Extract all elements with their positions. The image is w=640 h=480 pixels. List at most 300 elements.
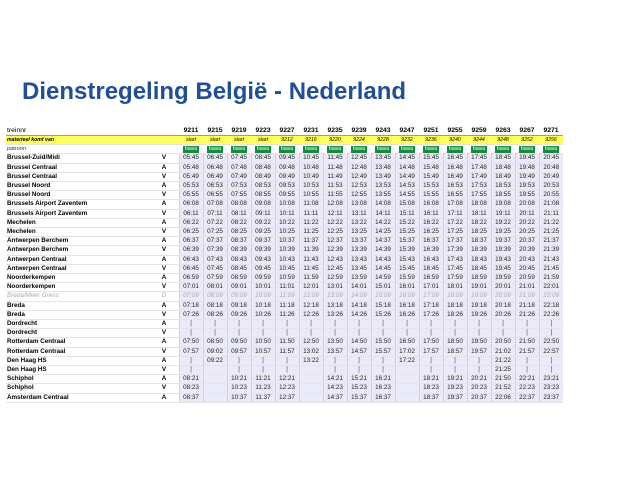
time-cell: 05:49 <box>179 172 203 181</box>
time-cell: 15:57 <box>371 347 395 356</box>
time-cell: 15:53 <box>419 182 443 191</box>
time-cell: 14:49 <box>395 172 419 181</box>
time-cell: 11:50 <box>275 338 299 347</box>
time-cell: 22:18 <box>539 301 563 310</box>
time-cell: 09:57 <box>227 347 251 356</box>
time-cell: 13:11 <box>347 209 371 218</box>
time-cell: 10:01 <box>251 283 275 292</box>
time-cell: 18:48 <box>491 163 515 172</box>
pattern-badge: basis <box>448 146 462 153</box>
time-cell: 08:22 <box>227 218 251 227</box>
header-row-material <box>6 136 563 145</box>
pattern-cell <box>419 145 443 154</box>
time-cell: 12:23 <box>275 384 299 393</box>
time-cell: 08:09 <box>203 292 227 301</box>
time-cell: 19:53 <box>515 182 539 191</box>
time-cell: 16:45 <box>443 154 467 163</box>
time-cell: 09:22 <box>251 218 275 227</box>
time-cell: 19:09 <box>467 292 491 301</box>
time-cell: 20:37 <box>515 237 539 246</box>
time-cell: 18:09 <box>443 292 467 301</box>
time-cell <box>395 384 419 393</box>
pattern-cell <box>467 145 491 154</box>
time-cell: 13:09 <box>323 292 347 301</box>
time-cell: 17:45 <box>443 264 467 273</box>
time-cell: 09:43 <box>251 255 275 264</box>
time-cell: 17:26 <box>419 310 443 319</box>
time-cell <box>395 393 419 402</box>
time-cell: 11:21 <box>251 375 275 384</box>
time-cell: 07:09 <box>179 292 203 301</box>
time-cell: 22:26 <box>539 310 563 319</box>
arrival-departure-flag: D <box>151 292 177 301</box>
timetable <box>6 126 563 403</box>
time-cell: | <box>443 356 467 365</box>
time-cell: 10:11 <box>275 209 299 218</box>
time-cell: | <box>539 320 563 329</box>
time-cell: | <box>251 329 275 338</box>
time-cell: | <box>515 329 539 338</box>
time-cell: 15:26 <box>371 310 395 319</box>
timetable-grid <box>6 126 563 403</box>
time-cell: 21:50 <box>515 338 539 347</box>
time-cell: 12:59 <box>323 274 347 283</box>
station-name: Antwerpen Centraal <box>6 264 151 273</box>
time-cell: 11:59 <box>299 274 323 283</box>
time-cell: 15:18 <box>371 301 395 310</box>
time-cell: 21:45 <box>539 264 563 273</box>
arrival-departure-flag: V <box>151 384 177 393</box>
pattern-cell <box>395 145 419 154</box>
pattern-badge: basis <box>232 146 246 153</box>
material-value: 9248 <box>491 136 515 145</box>
time-cell: 19:50 <box>467 338 491 347</box>
table-row <box>6 200 563 209</box>
time-cell: | <box>443 366 467 375</box>
time-cell: 18:23 <box>419 384 443 393</box>
time-cell: 12:26 <box>299 310 323 319</box>
station-name: Rotterdam Centraal <box>6 338 151 347</box>
table-row <box>6 366 563 375</box>
arrival-departure-flag: A <box>151 237 177 246</box>
station-name: Dordrecht <box>6 320 151 329</box>
time-cell: 14:55 <box>395 191 419 200</box>
material-value: 9240 <box>443 136 467 145</box>
time-cell: 20:18 <box>491 301 515 310</box>
pattern-cell <box>443 145 467 154</box>
station-name: Antwerpen Berchem <box>6 246 151 255</box>
time-cell: 19:59 <box>491 274 515 283</box>
time-cell: 10:09 <box>251 292 275 301</box>
arrival-departure-flag: A <box>151 301 177 310</box>
time-cell: 15:37 <box>347 393 371 402</box>
arrival-departure-flag: A <box>151 356 177 365</box>
time-cell: 19:01 <box>467 283 491 292</box>
time-cell: 23:21 <box>539 375 563 384</box>
pattern-badge: basis <box>520 146 534 153</box>
pattern-cell <box>539 145 563 154</box>
train-number: 9223 <box>251 126 275 136</box>
time-cell: 21:52 <box>491 384 515 393</box>
arrival-departure-flag: A <box>151 218 177 227</box>
time-cell: 13:18 <box>323 301 347 310</box>
time-cell: 22:09 <box>539 292 563 301</box>
time-cell: | <box>395 320 419 329</box>
time-cell: 07:45 <box>203 264 227 273</box>
time-cell: 13:45 <box>371 154 395 163</box>
time-cell: 14:09 <box>347 292 371 301</box>
time-cell: 09:26 <box>227 310 251 319</box>
time-cell: 11:53 <box>323 182 347 191</box>
time-cell: 18:26 <box>443 310 467 319</box>
time-cell: 12:48 <box>347 163 371 172</box>
arrival-departure-flag: V <box>151 310 177 319</box>
table-row <box>6 301 563 310</box>
time-cell: 11:37 <box>299 237 323 246</box>
time-cell: 16:21 <box>371 375 395 384</box>
time-cell: 05:55 <box>179 191 203 200</box>
time-cell: 10:21 <box>227 375 251 384</box>
station-name: Breda/Meer Grens <box>6 292 151 301</box>
time-cell: 10:50 <box>251 338 275 347</box>
station-name: Mechelen <box>6 228 151 237</box>
pattern-badge: basis <box>184 146 198 153</box>
time-cell: 17:57 <box>419 347 443 356</box>
time-cell: 09:45 <box>275 154 299 163</box>
time-cell: | <box>467 356 491 365</box>
train-number: 9215 <box>203 126 227 136</box>
time-cell: 20:45 <box>515 264 539 273</box>
time-cell: 10:49 <box>299 172 323 181</box>
time-cell <box>395 375 419 384</box>
time-cell: 14:11 <box>371 209 395 218</box>
time-cell: 18:49 <box>491 172 515 181</box>
time-cell <box>299 366 323 375</box>
time-cell: | <box>419 320 443 329</box>
time-cell: 17:59 <box>443 274 467 283</box>
time-cell: | <box>227 329 251 338</box>
station-name: Den Haag HS <box>6 366 151 375</box>
time-cell: 14:08 <box>371 200 395 209</box>
time-cell: 20:09 <box>491 292 515 301</box>
time-cell: 09:59 <box>251 274 275 283</box>
time-cell: | <box>179 329 203 338</box>
time-cell: 15:21 <box>347 375 371 384</box>
time-cell: 07:39 <box>203 246 227 255</box>
time-cell: 14:37 <box>323 393 347 402</box>
pattern-cell <box>323 145 347 154</box>
time-cell: 08:39 <box>227 246 251 255</box>
time-cell: 08:43 <box>227 255 251 264</box>
time-cell: | <box>419 356 443 365</box>
time-cell: 20:50 <box>491 338 515 347</box>
time-cell: 18:50 <box>443 338 467 347</box>
time-cell: 20:08 <box>515 200 539 209</box>
station-name: Brussel Centraal <box>6 163 151 172</box>
time-cell: 10:43 <box>275 255 299 264</box>
time-cell: 15:09 <box>371 292 395 301</box>
time-cell: 16:11 <box>419 209 443 218</box>
time-cell: 16:55 <box>443 191 467 200</box>
pattern-badge: basis <box>280 146 294 153</box>
station-name: Mechelen <box>6 218 151 227</box>
time-cell: 14:25 <box>371 228 395 237</box>
arrival-departure-flag: V <box>151 154 177 163</box>
pattern-badge: basis <box>400 146 414 153</box>
time-cell: 13:22 <box>299 356 323 365</box>
time-cell: 09:09 <box>227 292 251 301</box>
time-cell: 07:08 <box>203 200 227 209</box>
time-cell: 07:48 <box>227 163 251 172</box>
time-cell: 18:08 <box>467 200 491 209</box>
time-cell: 18:18 <box>443 301 467 310</box>
time-cell <box>395 366 419 375</box>
time-cell: | <box>179 366 203 375</box>
time-cell: 11:25 <box>299 228 323 237</box>
material-value: 9216 <box>299 136 323 145</box>
time-cell: 14:45 <box>371 264 395 273</box>
station-name: Noorderkempen <box>6 283 151 292</box>
time-cell: 11:08 <box>299 200 323 209</box>
time-cell: 21:50 <box>491 375 515 384</box>
station-name: Dordrecht <box>6 329 151 338</box>
time-cell: 20:22 <box>515 218 539 227</box>
table-row <box>6 274 563 283</box>
time-cell: 06:43 <box>179 255 203 264</box>
pattern-badge: basis <box>424 146 438 153</box>
time-cell: 12:45 <box>323 264 347 273</box>
time-cell: 10:53 <box>299 182 323 191</box>
pattern-cell <box>299 145 323 154</box>
time-cell: 05:48 <box>179 163 203 172</box>
time-cell: | <box>299 329 323 338</box>
time-cell: 13:08 <box>347 200 371 209</box>
time-cell <box>299 384 323 393</box>
time-cell: 12:09 <box>299 292 323 301</box>
time-cell: 06:45 <box>179 264 203 273</box>
time-cell: 13:59 <box>347 274 371 283</box>
time-cell: | <box>491 329 515 338</box>
time-cell: 11:23 <box>251 384 275 393</box>
time-cell: 16:25 <box>419 228 443 237</box>
time-cell: 12:18 <box>299 301 323 310</box>
time-cell: 10:37 <box>275 237 299 246</box>
time-cell: | <box>419 366 443 375</box>
time-cell: | <box>227 320 251 329</box>
time-cell: 19:11 <box>491 209 515 218</box>
time-cell: | <box>299 320 323 329</box>
time-cell: 10:48 <box>299 163 323 172</box>
time-cell: 16:39 <box>419 246 443 255</box>
time-cell: 13:25 <box>347 228 371 237</box>
table-row <box>6 320 563 329</box>
time-cell: | <box>515 366 539 375</box>
time-cell: 21:09 <box>515 292 539 301</box>
pattern-spacer <box>151 145 177 154</box>
pattern-badge: basis <box>496 146 510 153</box>
material-value: 9212 <box>275 136 299 145</box>
time-cell: 11:43 <box>299 255 323 264</box>
time-cell: 20:25 <box>515 228 539 237</box>
time-cell: 15:59 <box>395 274 419 283</box>
time-cell: | <box>371 366 395 375</box>
time-cell: 10:39 <box>275 246 299 255</box>
time-cell: | <box>323 356 347 365</box>
time-cell: 10:23 <box>227 384 251 393</box>
time-cell: | <box>371 356 395 365</box>
time-cell: 09:49 <box>275 172 299 181</box>
station-name: Antwerpen Berchem <box>6 237 151 246</box>
time-cell: 09:11 <box>251 209 275 218</box>
time-cell: 05:45 <box>179 154 203 163</box>
station-name: Brussels Airport Zaventem <box>6 209 151 218</box>
pattern-badge: basis <box>544 146 558 153</box>
time-cell: 20:37 <box>467 393 491 402</box>
arrival-departure-flag: V <box>151 347 177 356</box>
time-cell: 16:45 <box>419 264 443 273</box>
time-cell: 15:48 <box>419 163 443 172</box>
time-cell: | <box>347 366 371 375</box>
time-cell: 16:26 <box>395 310 419 319</box>
time-cell: 23:23 <box>539 384 563 393</box>
time-cell: 07:45 <box>227 154 251 163</box>
time-cell: 16:48 <box>443 163 467 172</box>
time-cell: 19:37 <box>443 393 467 402</box>
time-cell: 17:49 <box>467 172 491 181</box>
material-value: 9228 <box>371 136 395 145</box>
time-cell: 17:53 <box>467 182 491 191</box>
time-cell: 20:48 <box>539 163 563 172</box>
time-cell: 06:48 <box>203 163 227 172</box>
time-cell: 09:01 <box>227 283 251 292</box>
time-cell: 14:43 <box>371 255 395 264</box>
time-cell: 10:57 <box>251 347 275 356</box>
time-cell: 19:23 <box>443 384 467 393</box>
time-cell: | <box>227 356 251 365</box>
arrival-departure-flag: A <box>151 338 177 347</box>
station-name: Antwerpen Centraal <box>6 255 151 264</box>
time-cell: 21:22 <box>491 356 515 365</box>
time-cell: 15:23 <box>347 384 371 393</box>
table-row <box>6 264 563 273</box>
material-value: start <box>179 136 203 145</box>
time-cell: 15:11 <box>395 209 419 218</box>
time-cell <box>299 393 323 402</box>
time-cell: | <box>275 366 299 375</box>
time-cell: 09:50 <box>227 338 251 347</box>
time-cell: 10:55 <box>299 191 323 200</box>
time-cell: 17:09 <box>419 292 443 301</box>
time-cell: 07:59 <box>203 274 227 283</box>
station-name: Amsterdam Centraal <box>6 393 151 402</box>
time-cell: 15:55 <box>419 191 443 200</box>
time-cell: 16:22 <box>419 218 443 227</box>
time-cell: 12:25 <box>323 228 347 237</box>
material-spacer <box>151 136 177 145</box>
table-row <box>6 246 563 255</box>
time-cell: 19:21 <box>443 375 467 384</box>
time-cell: 09:39 <box>251 246 275 255</box>
pattern-badge: basis <box>208 146 222 153</box>
table-row <box>6 310 563 319</box>
station-name: Brussel Noord <box>6 191 151 200</box>
time-cell: 17:22 <box>395 356 419 365</box>
time-cell: 08:59 <box>227 274 251 283</box>
time-cell: 13:02 <box>299 347 323 356</box>
time-cell: | <box>347 329 371 338</box>
time-cell: 19:37 <box>491 237 515 246</box>
time-cell: 11:18 <box>275 301 299 310</box>
time-cell: 21:18 <box>515 301 539 310</box>
time-cell: 09:22 <box>203 356 227 365</box>
arrival-departure-flag: V <box>151 283 177 292</box>
time-cell: 17:22 <box>443 218 467 227</box>
time-cell: 21:26 <box>515 310 539 319</box>
pattern-cell <box>227 145 251 154</box>
time-cell: 11:48 <box>323 163 347 172</box>
table-row <box>6 329 563 338</box>
time-cell: 17:11 <box>443 209 467 218</box>
station-name: Den Haag HS <box>6 356 151 365</box>
table-row <box>6 384 563 393</box>
time-cell: | <box>491 320 515 329</box>
time-cell: 08:53 <box>251 182 275 191</box>
time-cell: 22:21 <box>515 375 539 384</box>
station-name: Brussels Airport Zaventem <box>6 200 151 209</box>
table-row <box>6 292 563 301</box>
time-cell: 16:01 <box>395 283 419 292</box>
time-cell: 12:11 <box>323 209 347 218</box>
time-cell: 07:22 <box>203 218 227 227</box>
table-row <box>6 283 563 292</box>
time-cell: 22:23 <box>515 384 539 393</box>
time-cell: 12:08 <box>323 200 347 209</box>
time-cell: 21:08 <box>539 200 563 209</box>
time-cell: 16:08 <box>419 200 443 209</box>
arrival-departure-flag: A <box>151 320 177 329</box>
table-row <box>6 393 563 402</box>
time-cell: 13:37 <box>347 237 371 246</box>
time-cell: 22:50 <box>539 338 563 347</box>
time-cell: 09:25 <box>251 228 275 237</box>
time-cell: 21:39 <box>539 246 563 255</box>
time-cell: 22:57 <box>539 347 563 356</box>
time-cell: 20:26 <box>491 310 515 319</box>
time-cell: 07:01 <box>179 283 203 292</box>
station-name: Noorderkempen <box>6 274 151 283</box>
time-cell: | <box>227 366 251 375</box>
table-row <box>6 209 563 218</box>
train-number: 9219 <box>227 126 251 136</box>
arrival-departure-flag: V <box>151 191 177 200</box>
material-value: 9232 <box>395 136 419 145</box>
time-cell: 19:55 <box>515 191 539 200</box>
pattern-badge: basis <box>376 146 390 153</box>
time-cell: 08:25 <box>227 228 251 237</box>
time-cell: 15:50 <box>371 338 395 347</box>
time-cell: 18:57 <box>443 347 467 356</box>
time-cell: 19:39 <box>491 246 515 255</box>
time-cell: 07:37 <box>203 237 227 246</box>
material-value: start <box>227 136 251 145</box>
time-cell: 07:53 <box>227 182 251 191</box>
time-cell: 15:08 <box>395 200 419 209</box>
time-cell: 09:37 <box>251 237 275 246</box>
time-cell: 06:55 <box>203 191 227 200</box>
arrival-departure-flag: A <box>151 255 177 264</box>
time-cell: 15:37 <box>395 237 419 246</box>
time-cell: 20:49 <box>539 172 563 181</box>
